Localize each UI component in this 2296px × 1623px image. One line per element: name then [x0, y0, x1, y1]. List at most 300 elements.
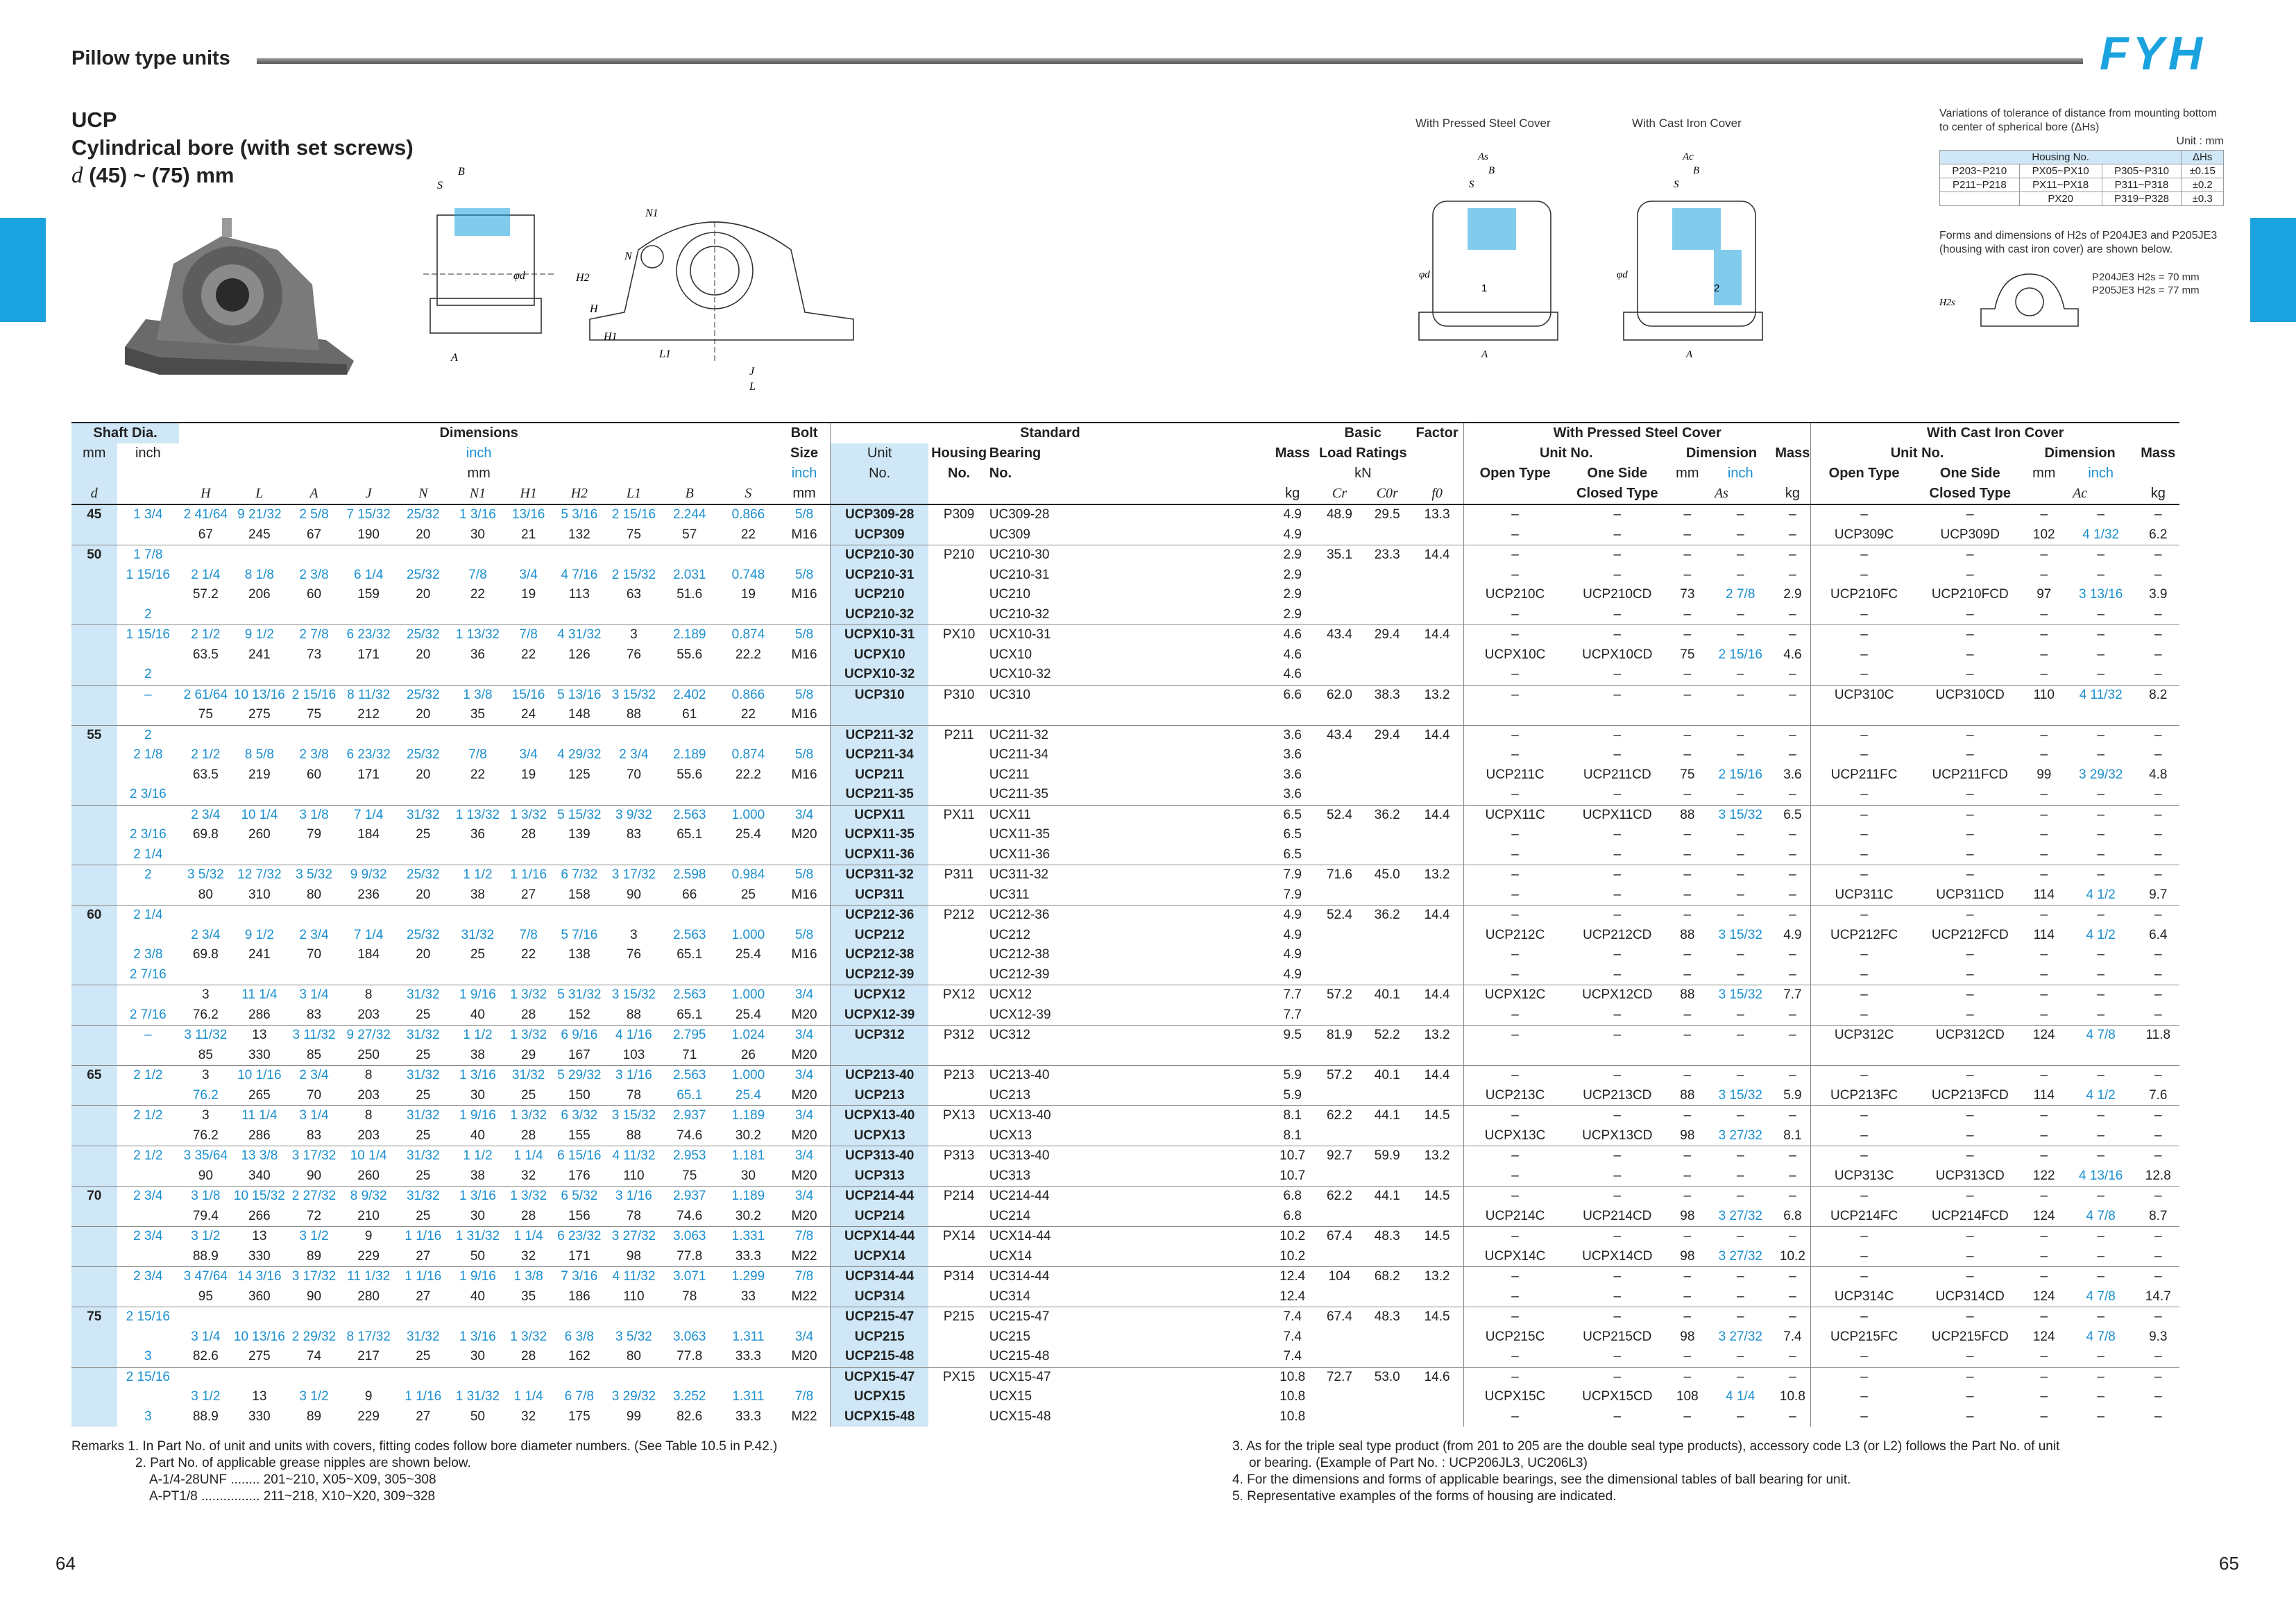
table-cell: –: [1811, 1307, 1917, 1327]
table-cell: [1464, 705, 1566, 725]
table-cell: –: [1683, 527, 1692, 542]
table-cell: 4.6: [1270, 625, 1316, 645]
table-cell: 3 1/2: [299, 1389, 329, 1404]
table-row: [71, 1367, 2179, 1387]
table-cell: 20: [416, 707, 431, 722]
table-cell: –: [1966, 1349, 1974, 1364]
table-cell: 62.2: [1316, 1187, 1364, 1207]
table-cell: [117, 705, 180, 725]
table-cell: 155: [568, 1128, 590, 1143]
table-cell: [661, 605, 718, 625]
table-cell: [71, 1026, 117, 1046]
table-cell: 60: [306, 587, 322, 602]
table-cell: [1411, 825, 1463, 845]
table-cell: 7.7: [1283, 1007, 1302, 1022]
table-cell: [450, 665, 505, 685]
table-cell: [552, 545, 606, 566]
table-cell: 0.874: [731, 747, 765, 763]
table-cell: –: [2137, 1307, 2179, 1327]
table-cell: [71, 665, 117, 685]
table-cell: 13.2: [1411, 1026, 1463, 1046]
table-cell: –: [1917, 1367, 2023, 1387]
table-cell: UCP210FCD: [1931, 587, 2009, 602]
table-cell: [928, 1407, 989, 1427]
table-cell: 75: [1680, 767, 1695, 782]
table-cell: –: [2040, 1409, 2048, 1424]
table-cell: 8.2: [2137, 685, 2179, 705]
table-cell: [989, 705, 1270, 725]
table-cell: PX14: [928, 1227, 989, 1247]
table-cell: –: [1811, 985, 1917, 1005]
table-cell: [287, 845, 341, 865]
table-cell: –: [2023, 725, 2065, 745]
table-cell: 25/32: [407, 927, 440, 942]
table-cell: UCP211C: [1464, 765, 1566, 785]
table-cell: 65.1: [677, 1007, 703, 1022]
table-cell: 1 1/4: [505, 1227, 552, 1247]
table-cell: [232, 845, 287, 865]
table-cell: UCPX10CD: [1582, 647, 1653, 662]
table-cell: 2 15/16: [1718, 647, 1762, 662]
table-cell: [1363, 605, 1411, 625]
table-cell: 212: [357, 707, 380, 722]
table-cell: 75: [198, 707, 213, 722]
table-cell: [71, 645, 117, 665]
table-cell: 3 11/32: [287, 1026, 341, 1046]
table-cell: [1811, 705, 1917, 725]
table-cell: [928, 885, 989, 906]
table-cell: [71, 605, 117, 625]
table-cell: 67: [306, 527, 322, 542]
table-cell: 0.984: [718, 865, 779, 885]
table-cell: [117, 645, 180, 665]
table-cell: [928, 765, 989, 785]
table-cell: 25: [416, 1087, 431, 1103]
table-cell: [1411, 1347, 1463, 1367]
table-cell: 3.252: [672, 1389, 706, 1404]
table-cell: 260: [357, 1168, 380, 1183]
table-cell: 2 3/4: [191, 927, 221, 942]
table-cell: –: [1811, 566, 1917, 586]
table-cell: 4 31/32: [552, 625, 606, 645]
table-cell: –: [2097, 1248, 2104, 1264]
table-cell: –: [2065, 725, 2137, 745]
table-cell: 167: [568, 1047, 590, 1062]
table-cell: 72.7: [1316, 1367, 1364, 1387]
table-cell: 62.2: [1316, 1106, 1364, 1126]
table-cell: 12.4: [1279, 1289, 1306, 1304]
table-cell: [1316, 1207, 1364, 1227]
table-cell: –: [1566, 906, 1668, 926]
table-cell: UCPX10: [830, 645, 928, 665]
table-cell: UCP215-47: [830, 1307, 928, 1327]
table-cell: –: [2154, 747, 2162, 763]
col-cast: With Cast Iron Cover: [1811, 423, 2179, 443]
tolerance-box: [1939, 107, 2224, 206]
table-cell: [505, 725, 552, 745]
table-cell: –: [1464, 1187, 1566, 1207]
table-cell: 25/32: [396, 625, 450, 645]
table-cell: PX12: [928, 985, 989, 1005]
table-cell: –: [1774, 625, 1810, 645]
table-cell: 1 9/16: [450, 985, 505, 1005]
table-cell: 3 1/16: [606, 1066, 661, 1086]
table-cell: 13.3: [1411, 504, 1463, 525]
table-cell: –: [1669, 545, 1707, 566]
table-cell: [552, 1307, 606, 1327]
table-cell: 30: [470, 1349, 485, 1364]
table-cell: 2 15/16: [287, 685, 341, 705]
table-cell: 2.953: [661, 1146, 718, 1166]
table-cell: [71, 945, 117, 965]
table-cell: [1363, 945, 1411, 965]
table-cell: –: [1811, 1146, 1917, 1166]
table-cell: 203: [357, 1007, 380, 1022]
table-cell: 3/4: [779, 1187, 830, 1207]
table-row: [71, 1307, 2179, 1327]
table-cell: –: [2040, 827, 2048, 842]
remark-7: 4. For the dimensions and forms of applicable bearings, see the dimensional tables of ball bearing for unit.: [1232, 1472, 1851, 1487]
table-cell: UCP212: [830, 926, 928, 946]
table-cell: 7.7: [1774, 985, 1810, 1005]
table-cell: [1316, 965, 1364, 985]
table-cell: 14.4: [1411, 725, 1463, 745]
table-cell: 2 1/2: [179, 625, 232, 645]
table-cell: –: [1811, 1126, 1917, 1146]
table-cell: –: [1789, 847, 1796, 862]
table-cell: 25: [416, 1047, 431, 1062]
table-cell: [1363, 645, 1411, 665]
table-cell: –: [1811, 1106, 1917, 1126]
table-cell: UCP313CD: [1935, 1168, 2005, 1183]
table-cell: [606, 845, 661, 865]
table-cell: UCP211: [830, 765, 928, 785]
table-cell: [117, 1387, 180, 1407]
table-cell: 31/32: [505, 1066, 552, 1086]
table-cell: UCP210-30: [830, 545, 928, 566]
table-cell: [396, 725, 450, 745]
table-cell: 1 13/32: [450, 625, 505, 645]
table-cell: [117, 1166, 180, 1187]
table-row: [71, 985, 2179, 1005]
table-cell: [1411, 885, 1463, 906]
table-cell: 10.8: [1279, 1409, 1306, 1424]
svg-text:L: L: [749, 381, 756, 393]
table-cell: –: [1613, 847, 1622, 862]
table-cell: UCP310: [830, 685, 928, 705]
table-cell: 2.563: [661, 985, 718, 1005]
table-cell: 2 15/16: [117, 1307, 180, 1327]
table-cell: 27: [416, 1409, 431, 1424]
table-cell: 176: [568, 1168, 590, 1183]
table-cell: UCPX14CD: [1582, 1248, 1653, 1264]
table-cell: P312: [928, 1026, 989, 1046]
table-cell: [71, 566, 117, 586]
table-cell: 124: [2032, 1329, 2055, 1344]
tolerance-note-2: Forms and dimensions of H2s of P204JE3 and P205JE3 (housing with cast iron cover) are shown below.: [1939, 230, 2218, 255]
table-cell: UCP314CD: [1935, 1289, 2005, 1304]
table-cell: [287, 725, 341, 745]
table-cell: –: [1464, 1026, 1566, 1046]
table-cell: [928, 1126, 989, 1146]
table-cell: 3 15/32: [606, 1106, 661, 1126]
table-cell: 2 15/16: [117, 1367, 180, 1387]
table-cell: –: [2137, 545, 2179, 566]
table-cell: [928, 605, 989, 625]
table-cell: 72: [306, 1208, 322, 1223]
table-cell: 3/4: [519, 747, 538, 763]
table-cell: 3 13/16: [2078, 587, 2123, 602]
table-cell: –: [1966, 567, 1974, 582]
table-cell: [117, 885, 180, 906]
table-cell: –: [1917, 906, 2023, 926]
table-cell: [71, 865, 117, 885]
table-cell: 25.4: [735, 827, 761, 842]
table-cell: –: [2023, 906, 2065, 926]
svg-text:L1: L1: [659, 348, 671, 360]
table-cell: 13.2: [1411, 1267, 1463, 1287]
table-cell: –: [1566, 1307, 1668, 1327]
table-cell: 110: [2023, 685, 2065, 705]
table-cell: UCP310C: [1811, 685, 1917, 705]
table-cell: 1 3/4: [117, 504, 180, 525]
table-cell: –: [1706, 625, 1774, 645]
table-cell: UCX15-48: [989, 1409, 1051, 1424]
table-cell: –: [1464, 525, 1566, 545]
table-cell: 7 1/4: [354, 927, 384, 942]
table-cell: 63.5: [192, 767, 219, 782]
table-cell: 4.6: [1283, 667, 1302, 682]
table-cell: 14.6: [1411, 1367, 1463, 1387]
table-cell: [1316, 1327, 1364, 1348]
table-cell: 9.5: [1270, 1026, 1316, 1046]
table-cell: UC211-34: [989, 747, 1048, 763]
table-cell: 210: [357, 1208, 380, 1223]
table-cell: 3 27/32: [606, 1227, 661, 1247]
table-cell: 280: [357, 1289, 380, 1304]
table-cell: 31/32: [396, 985, 450, 1005]
table-cell: –: [1811, 825, 1917, 845]
table-cell: 14.4: [1411, 805, 1463, 825]
series-heading: [71, 106, 414, 189]
table-cell: 184: [357, 947, 380, 962]
table-cell: 88: [626, 707, 641, 722]
table-cell: 13: [252, 1389, 267, 1404]
table-cell: 61: [682, 707, 697, 722]
table-cell: 1.189: [718, 1187, 779, 1207]
table-cell: [287, 1307, 341, 1327]
table-cell: [1316, 745, 1364, 765]
table-cell: 330: [248, 1047, 271, 1062]
table-cell: 25.4: [735, 947, 761, 962]
table-cell: 10.2: [1279, 1248, 1306, 1264]
table-cell: 25: [416, 1007, 431, 1022]
table-cell: [718, 1367, 779, 1387]
table-cell: –: [1736, 1409, 1744, 1424]
table-row: [71, 1046, 2179, 1066]
section-title: Pillow type units: [71, 47, 230, 69]
table-cell: 158: [568, 887, 590, 902]
table-cell: –: [1706, 1146, 1774, 1166]
table-cell: 35: [470, 707, 485, 722]
table-cell: 4.9: [1783, 927, 1802, 942]
table-cell: –: [1811, 665, 1917, 685]
table-cell: UCX15: [989, 1389, 1032, 1404]
table-cell: 3 17/32: [606, 865, 661, 885]
table-cell: –: [2065, 865, 2137, 885]
table-cell: 4 11/32: [2065, 685, 2137, 705]
table-cell: –: [1613, 887, 1622, 902]
table-cell: 29.4: [1363, 725, 1411, 745]
table-cell: UCP213FCD: [1931, 1087, 2009, 1103]
table-cell: 0.866: [718, 504, 779, 525]
table-row: [71, 945, 2179, 965]
table-cell: 2 29/32: [291, 1329, 337, 1344]
table-cell: 113: [568, 587, 590, 602]
table-cell: –: [1736, 747, 1744, 763]
table-cell: 30: [470, 527, 485, 542]
table-cell: –: [1566, 685, 1668, 705]
table-cell: –: [2040, 947, 2048, 962]
table-cell: 48.3: [1363, 1307, 1411, 1327]
table-cell: [718, 906, 779, 926]
table-cell: 8: [341, 1106, 396, 1126]
table-cell: [779, 725, 830, 745]
table-cell: [661, 545, 718, 566]
table-cell: [341, 845, 396, 865]
table-cell: –: [1811, 1005, 1917, 1026]
table-cell: [1363, 885, 1411, 906]
table-cell: [661, 785, 718, 805]
table-cell: –: [1811, 945, 1917, 965]
table-cell: [661, 1367, 718, 1387]
table-row: [71, 885, 2179, 906]
table-cell: 3 27/32: [1718, 1329, 1762, 1344]
table-cell: UCP211-35: [830, 785, 928, 805]
table-cell: –: [2040, 606, 2048, 622]
table-row: [71, 1126, 2179, 1146]
table-row: [71, 785, 2179, 805]
table-cell: 4.6: [1783, 647, 1802, 662]
table-cell: 206: [248, 587, 271, 602]
table-cell: 44.1: [1363, 1187, 1411, 1207]
table-cell: 5/8: [779, 625, 830, 645]
table-cell: [179, 845, 232, 865]
table-cell: 4.9: [1283, 527, 1302, 542]
table-cell: –: [1917, 1187, 2023, 1207]
table-cell: –: [1464, 566, 1566, 586]
table-cell: 229: [357, 1409, 380, 1424]
table-cell: 14.5: [1411, 1227, 1463, 1247]
table-cell: –: [2023, 1187, 2065, 1207]
table-cell: 44.1: [1363, 1106, 1411, 1126]
table-cell: –: [2040, 967, 2048, 982]
table-cell: –: [1613, 1168, 1622, 1183]
table-cell: 4 11/32: [606, 1267, 661, 1287]
table-cell: 2.563: [672, 927, 706, 942]
table-cell: 40.1: [1363, 985, 1411, 1005]
table-cell: –: [1566, 1227, 1668, 1247]
table-cell: 139: [568, 827, 590, 842]
table-cell: M16: [791, 767, 817, 782]
table-cell: [779, 545, 830, 566]
table-row: [71, 1267, 2179, 1287]
tolerance-note: Variations of tolerance of distance from mounting bottom to center of spherical bore (ΔHs): [1939, 108, 2217, 133]
table-cell: 150: [568, 1087, 590, 1103]
table-cell: [1774, 1046, 1810, 1066]
table-cell: 40.1: [1363, 1066, 1411, 1086]
table-cell: [1316, 525, 1364, 545]
table-cell: 6 5/32: [552, 1187, 606, 1207]
table-cell: –: [2137, 1367, 2179, 1387]
table-cell: 77.8: [677, 1248, 703, 1264]
table-cell: UC210: [989, 587, 1030, 602]
table-cell: UCP214FC: [1811, 1207, 1917, 1227]
table-cell: UCP309: [830, 525, 928, 545]
table-cell: –: [2023, 1146, 2065, 1166]
table-cell: [606, 1307, 661, 1327]
table-cell: 6 23/32: [346, 747, 391, 763]
table-cell: 2 1/4: [191, 567, 221, 582]
table-cell: 25: [470, 947, 485, 962]
table-cell: [928, 645, 989, 665]
table-cell: P314: [928, 1267, 989, 1287]
table-cell: [2065, 705, 2137, 725]
table-cell: [71, 885, 117, 906]
table-cell: –: [2154, 1409, 2162, 1424]
table-cell: –: [1966, 606, 1974, 622]
table-cell: [1411, 765, 1463, 785]
table-cell: 83: [306, 1128, 322, 1143]
table-cell: 4 1/16: [606, 1026, 661, 1046]
table-cell: 3 15/32: [1706, 985, 1774, 1005]
table-cell: 4 1/2: [2086, 887, 2116, 902]
table-cell: [1411, 665, 1463, 685]
table-cell: 75: [306, 707, 322, 722]
table-cell: 67.4: [1316, 1227, 1364, 1247]
table-cell: 80: [306, 887, 322, 902]
table-cell: –: [1811, 805, 1917, 825]
table-cell: M20: [791, 827, 817, 842]
table-cell: UCP212-38: [830, 945, 928, 965]
table-cell: UC309-28: [989, 504, 1270, 525]
table-cell: 5/8: [794, 567, 814, 582]
table-cell: –: [2154, 847, 2162, 862]
table-cell: [71, 1046, 117, 1066]
table-cell: [71, 1106, 117, 1126]
table-cell: 2.795: [661, 1026, 718, 1046]
table-cell: UCP213FC: [1811, 1086, 1917, 1106]
table-cell: –: [1566, 1367, 1668, 1387]
table-cell: 13: [232, 1026, 287, 1046]
svg-text:H: H: [590, 303, 598, 315]
table-cell: 3 15/32: [606, 685, 661, 705]
table-cell: UCP214-44: [830, 1187, 928, 1207]
table-cell: 10 1/4: [341, 1146, 396, 1166]
table-cell: [1316, 945, 1364, 965]
table-cell: [718, 545, 779, 566]
table-cell: –: [2040, 567, 2048, 582]
table-cell: 4 7/8: [2086, 1208, 2116, 1223]
table-cell: 73: [306, 647, 322, 662]
table-cell: PX11: [928, 805, 989, 825]
table-cell: –: [2154, 647, 2162, 662]
svg-text:S: S: [1674, 179, 1679, 190]
table-cell: –: [1736, 606, 1744, 622]
table-cell: 2 15/32: [611, 567, 656, 582]
table-cell: [1669, 1046, 1707, 1066]
table-cell: 78: [626, 1208, 641, 1223]
